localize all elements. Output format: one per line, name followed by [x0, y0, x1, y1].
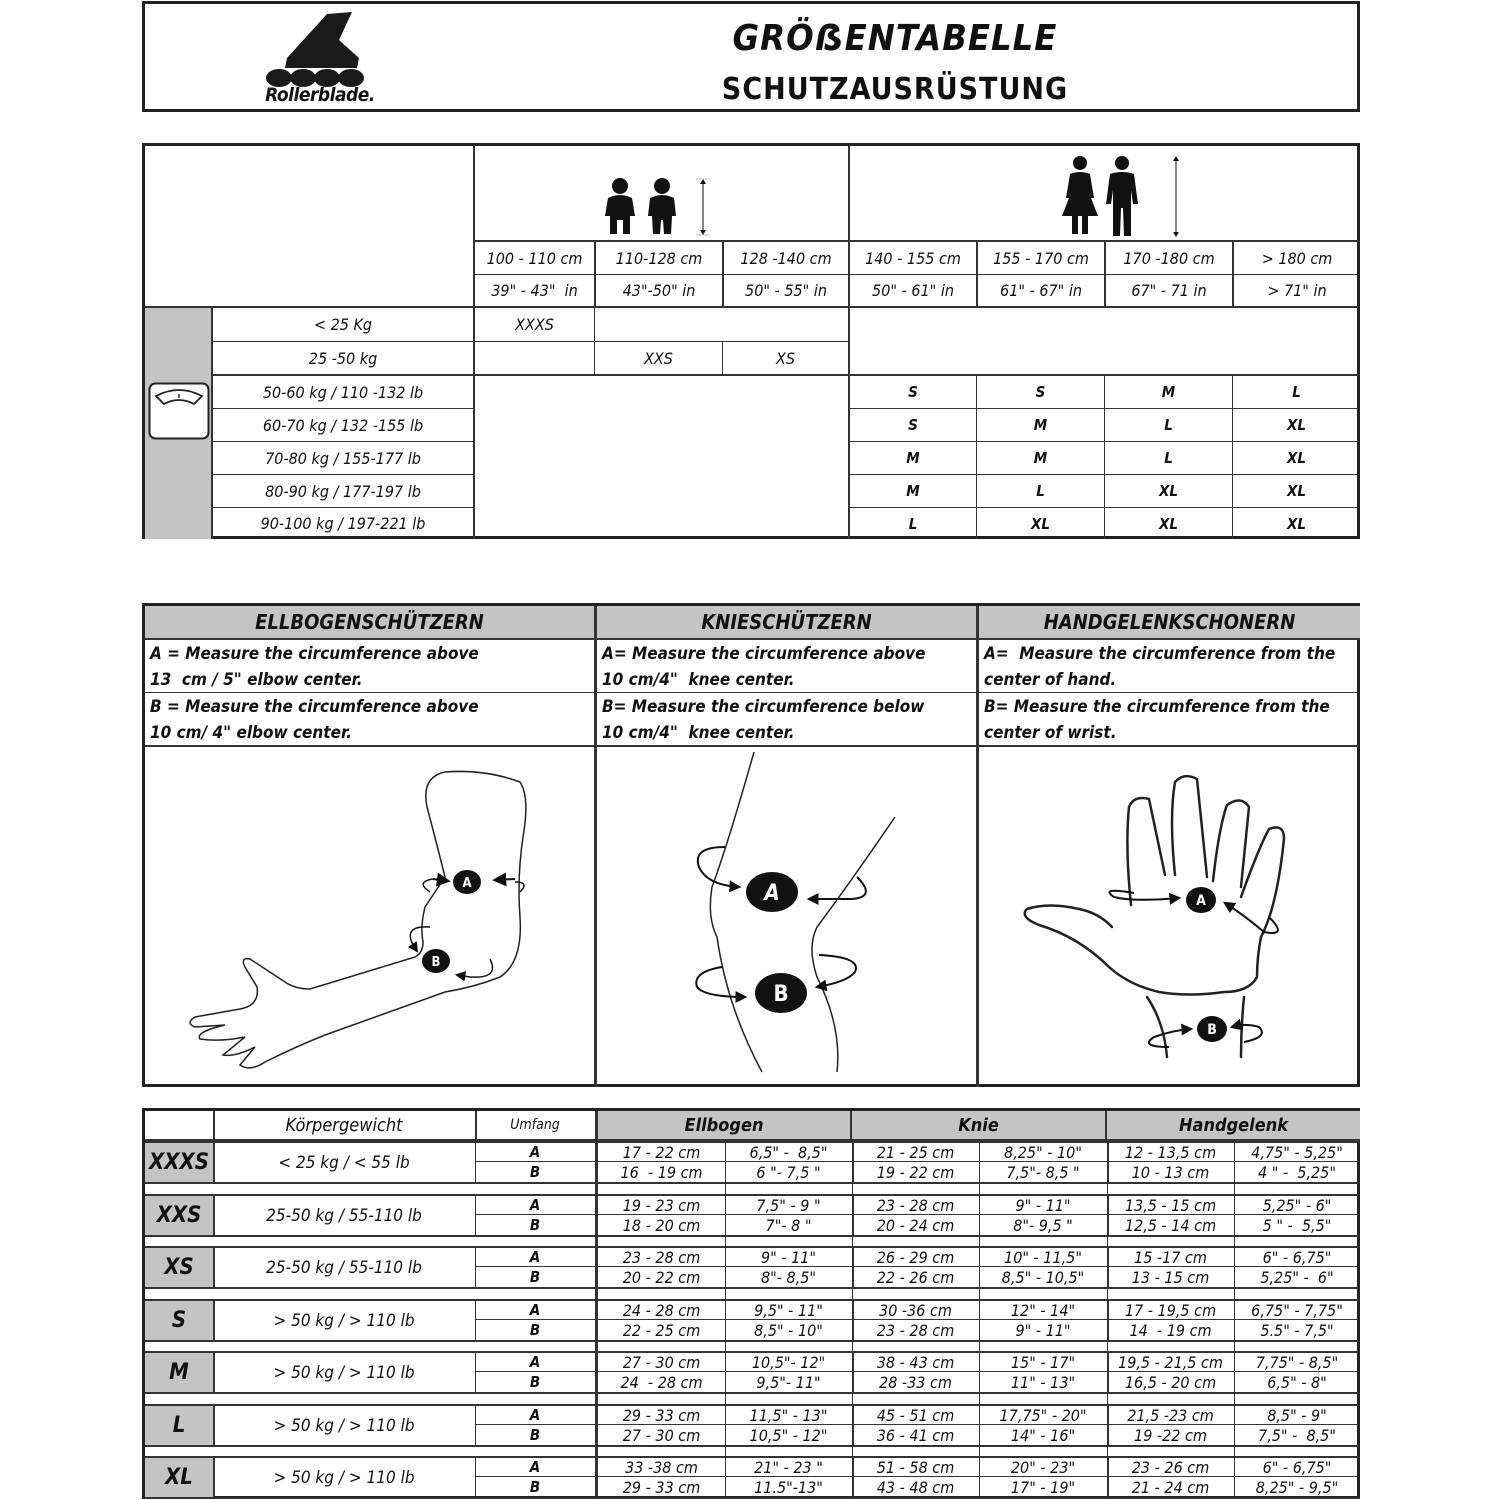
measurement-a-cell: 23 - 28 cm [876, 1195, 955, 1215]
measurement-a-cell: 6,5" - 8,5" [749, 1142, 828, 1162]
measurement-b-cell: 6 "- 7,5 " [756, 1162, 821, 1182]
measurement-b-cell: 17" - 19" [1010, 1477, 1076, 1497]
measurement-b-cell: 12,5 - 14 cm [1124, 1215, 1217, 1235]
wrist-a-line1: A= Measure the circumference from the [984, 644, 1336, 664]
header-knee: Knie [958, 1114, 999, 1136]
adult-size-cell: L [1036, 482, 1045, 500]
measurement-b-cell: 8,5" - 10,5" [1001, 1267, 1085, 1287]
height-in-cell: 50" - 55" in [745, 281, 827, 300]
height-cm-cell: 140 - 155 cm [865, 248, 961, 268]
measurement-b-cell: 43 - 48 cm [876, 1477, 955, 1497]
measurement-a-cell: 8,5" - 9" [1267, 1405, 1327, 1425]
circumference-b-label: B [529, 1478, 541, 1496]
measurement-a-cell: 29 - 33 cm [622, 1405, 701, 1425]
measurement-a-cell: 10,5"- 12" [751, 1352, 826, 1372]
adult-size-cell: S [908, 416, 918, 434]
measurement-b-cell: 22 - 26 cm [876, 1267, 955, 1287]
adult-size-cell: L [908, 514, 918, 533]
size-label: XS [145, 1248, 213, 1287]
section-title-elbow: ELLBOGENSCHÜTZERN [145, 606, 594, 640]
adult-size-cell: XL [1286, 449, 1306, 467]
adult-size-cell: XL [1158, 514, 1178, 533]
weighing-scale-icon [148, 382, 210, 440]
size-xxxs-cell: XXXS [515, 315, 554, 334]
adult-size-cell: L [1164, 416, 1173, 434]
knee-b-line1: B= Measure the circumference below [602, 697, 925, 717]
wrist-instruction-b [979, 694, 1360, 746]
knee-a-line2: 10 cm/4" knee center. [602, 670, 795, 690]
measurement-b-cell: 14" - 16" [1010, 1425, 1076, 1445]
size-xxs-cell: XXS [644, 348, 673, 368]
measurement-a-cell: 24 - 28 cm [622, 1300, 701, 1320]
measurement-b-cell: 7,5"- 8,5 " [1006, 1162, 1080, 1182]
adult-size-cell: XL [1286, 514, 1306, 533]
weight-range-cell: 25 -50 kg [308, 348, 378, 368]
size-label: L [145, 1406, 213, 1445]
measurement-a-cell: 13,5 - 15 cm [1124, 1195, 1217, 1215]
measurement-a-cell: 15 -17 cm [1134, 1247, 1207, 1267]
height-cm-cell: > 180 cm [1261, 248, 1333, 268]
measurement-b-cell: 29 - 33 cm [622, 1477, 701, 1497]
measurement-b-cell: 21 - 24 cm [1131, 1477, 1210, 1497]
circumference-a-label: A [529, 1248, 541, 1266]
measurement-b-cell: 10 - 13 cm [1131, 1162, 1210, 1182]
body-weight-cell: > 50 kg / > 110 lb [273, 1310, 415, 1331]
measurement-b-cell: 7,5" - 8,5" [1258, 1425, 1336, 1445]
wrist-marker-b: B [1207, 1022, 1217, 1038]
size-label: S [145, 1301, 213, 1340]
measurement-a-cell: 10" - 11,5" [1004, 1247, 1082, 1267]
height-in-cell: 67" - 71 in [1131, 281, 1207, 300]
kids-figures-icon [600, 176, 720, 238]
header-elbow: Ellbogen [684, 1114, 764, 1136]
measurement-b-cell: 14 - 19 cm [1129, 1320, 1212, 1340]
measurement-a-cell: 7,5" - 9 " [756, 1195, 821, 1215]
weight-range-cell: 70-80 kg / 155-177 lb [265, 448, 421, 468]
elbow-a-line2: 13 cm / 5" elbow center. [150, 670, 363, 690]
circumference-a-label: A [529, 1196, 541, 1214]
adult-size-cell: XL [1286, 416, 1306, 434]
knee-marker-b: B [773, 982, 789, 1007]
measurement-a-cell: 26 - 29 cm [876, 1247, 955, 1267]
circumference-a-label: A [529, 1143, 541, 1161]
arm-elbow-illustration [145, 747, 594, 1087]
measurement-b-cell: 23 - 28 cm [876, 1320, 955, 1340]
height-in-cell: 61" - 67" in [1000, 281, 1082, 300]
adult-size-cell: S [1035, 383, 1046, 401]
measurement-b-cell: 5 " - 5,5" [1262, 1215, 1332, 1235]
measurement-a-cell: 5,25" - 6" [1262, 1195, 1332, 1215]
adult-size-cell: M [1033, 449, 1048, 467]
weight-range-cell: 60-70 kg / 132 -155 lb [262, 415, 424, 435]
measurement-guide [142, 603, 1360, 1087]
size-label: XL [145, 1458, 213, 1497]
knee-instruction-b [597, 694, 976, 746]
measurement-a-cell: 23 - 26 cm [1131, 1457, 1210, 1477]
measurement-a-cell: 9,5" - 11" [754, 1300, 823, 1320]
body-weight-cell: < 25 kg / < 55 lb [278, 1152, 410, 1173]
measurement-a-cell: 45 - 51 cm [876, 1405, 955, 1425]
measurement-b-cell: 27 - 30 cm [622, 1425, 701, 1445]
measurement-a-cell: 4,75" - 5,25" [1251, 1142, 1343, 1162]
brand-name: Rollerblade. [265, 84, 375, 106]
measurement-b-cell: 36 - 41 cm [876, 1425, 955, 1445]
size-label: M [145, 1353, 213, 1392]
section-title-wrist: HANDGELENKSCHONERN [979, 606, 1360, 640]
measurement-a-cell: 17,75" - 20" [999, 1405, 1087, 1425]
body-weight-cell: > 50 kg / > 110 lb [273, 1467, 415, 1488]
circumference-a-label: A [529, 1353, 541, 1371]
body-weight-cell: > 50 kg / > 110 lb [273, 1362, 415, 1383]
measurement-a-cell: 15" - 17" [1010, 1352, 1076, 1372]
height-in-cell: 50" - 61" in [872, 281, 954, 300]
adult-size-cell: L [1164, 449, 1173, 467]
measurement-b-cell: 13 - 15 cm [1131, 1267, 1210, 1287]
measurement-b-cell: 11.5"-13" [754, 1477, 823, 1497]
hand-wrist-illustration [979, 747, 1360, 1087]
measurement-a-cell: 23 - 28 cm [622, 1247, 701, 1267]
measurement-a-cell: 11,5" - 13" [749, 1405, 828, 1425]
measurement-a-cell: 8,25" - 10" [1004, 1142, 1082, 1162]
height-cm-cell: 110-128 cm [615, 248, 703, 268]
height-cm-cell: 100 - 110 cm [486, 248, 583, 268]
measurement-a-cell: 12" - 14" [1010, 1300, 1076, 1320]
measurement-b-cell: 19 - 22 cm [876, 1162, 955, 1182]
knee-illustration [597, 747, 976, 1087]
measurement-b-cell: 11" - 13" [1010, 1372, 1076, 1392]
knee-marker-a: A [764, 881, 780, 906]
size-matrix-table [142, 143, 1360, 539]
measurement-b-cell: 7"- 8 " [765, 1215, 812, 1235]
measurement-b-cell: 4 " - 5,25" [1258, 1162, 1336, 1182]
circumference-b-label: B [529, 1216, 541, 1234]
measurement-a-cell: 19 - 23 cm [622, 1195, 701, 1215]
measurement-b-cell: 8"- 8,5" [760, 1267, 817, 1287]
wrist-instruction-a [979, 641, 1360, 693]
measurement-b-cell: 20 - 22 cm [622, 1267, 701, 1287]
weight-range-cell: 90-100 kg / 197-221 lb [260, 514, 426, 533]
size-xs-cell: XS [776, 348, 795, 368]
knee-b-line2: 10 cm/4" knee center. [602, 723, 795, 743]
height-in-cell: 39" - 43" in [491, 281, 578, 300]
adult-figures-icon [1060, 154, 1190, 238]
adult-size-cell: M [906, 482, 920, 500]
measurement-b-cell: 19 -22 cm [1134, 1425, 1207, 1445]
measurement-a-cell: 20" - 23" [1010, 1457, 1076, 1477]
measurement-a-cell: 19,5 - 21,5 cm [1118, 1352, 1223, 1372]
measurement-b-cell: 18 - 20 cm [622, 1215, 701, 1235]
measurement-a-cell: 17 - 19,5 cm [1124, 1300, 1217, 1320]
height-cm-cell: 155 - 170 cm [993, 248, 1089, 268]
body-weight-cell: 25-50 kg / 55-110 lb [266, 1257, 422, 1278]
elbow-b-line2: 10 cm/ 4" elbow center. [150, 723, 352, 743]
measurement-b-cell: 24 - 28 cm [620, 1372, 703, 1392]
circumference-b-label: B [529, 1426, 541, 1444]
weight-range-cell: 80-90 kg / 177-197 lb [265, 481, 421, 501]
measurement-a-cell: 9" - 11" [1015, 1195, 1071, 1215]
knee-instruction-a [597, 641, 976, 693]
elbow-marker-b: B [431, 955, 441, 970]
adult-size-cell: S [908, 383, 918, 401]
height-in-cell: 43"-50" in [622, 281, 696, 300]
body-weight-cell: > 50 kg / > 110 lb [273, 1415, 415, 1436]
circumference-a-label: A [529, 1301, 541, 1319]
measurement-b-cell: 9" - 11" [1015, 1320, 1071, 1340]
detail-size-table [142, 1108, 1360, 1499]
measurement-b-cell: 20 - 24 cm [876, 1215, 955, 1235]
circumference-b-label: B [529, 1163, 541, 1181]
section-title-knee: KNIESCHÜTZERN [597, 606, 976, 640]
elbow-a-line1: A = Measure the circumference above [150, 644, 479, 664]
measurement-a-cell: 9" - 11" [760, 1247, 817, 1267]
height-cm-cell: 170 -180 cm [1123, 248, 1215, 268]
wrist-b-line1: B= Measure the circumference from the [984, 697, 1330, 717]
measurement-b-cell: 8,25" - 9,5" [1255, 1477, 1339, 1497]
page-title: GRÖẞENTABELLE [732, 18, 1058, 59]
wrist-a-line2: center of hand. [984, 670, 1117, 690]
knee-a-line1: A= Measure the circumference above [602, 644, 926, 664]
measurement-b-cell: 5,25" - 6" [1260, 1267, 1334, 1287]
adult-size-cell: M [1033, 416, 1048, 434]
elbow-b-line1: B = Measure the circumference above [150, 697, 479, 717]
header-circumference: Umfang [510, 1117, 560, 1133]
page-subtitle: SCHUTZAUSRÜSTUNG [721, 72, 1069, 107]
measurement-a-cell: 17 - 22 cm [622, 1142, 701, 1162]
weight-range-cell: 50-60 kg / 110 -132 lb [262, 382, 424, 402]
measurement-a-cell: 38 - 43 cm [876, 1352, 955, 1372]
adult-size-cell: M [906, 449, 920, 467]
size-label: XXS [145, 1196, 213, 1235]
wrist-b-line2: center of wrist. [984, 723, 1117, 743]
measurement-b-cell: 28 -33 cm [879, 1372, 952, 1392]
adult-size-cell: XL [1030, 514, 1050, 533]
adult-size-cell: XL [1286, 482, 1306, 500]
measurement-a-cell: 12 - 13,5 cm [1124, 1142, 1217, 1162]
height-cm-cell: 128 -140 cm [740, 248, 832, 268]
measurement-a-cell: 21 - 25 cm [876, 1142, 955, 1162]
circumference-a-label: A [529, 1406, 541, 1424]
measurement-a-cell: 7,75" - 8,5" [1255, 1352, 1339, 1372]
header-body-weight: Körpergewicht [285, 1114, 403, 1136]
measurement-b-cell: 16 - 19 cm [620, 1162, 703, 1182]
adult-size-cell: XL [1158, 482, 1178, 500]
adult-size-cell: M [1161, 383, 1176, 401]
measurement-a-cell: 6" - 6,75" [1262, 1457, 1332, 1477]
measurement-a-cell: 21,5 -23 cm [1127, 1405, 1214, 1425]
measurement-a-cell: 33 -38 cm [625, 1457, 698, 1477]
measurement-b-cell: 8,5" - 10" [754, 1320, 823, 1340]
measurement-a-cell: 30 -36 cm [879, 1300, 952, 1320]
weight-range-cell: < 25 Kg [313, 315, 373, 334]
header-banner [142, 1, 1360, 112]
measurement-a-cell: 51 - 58 cm [876, 1457, 955, 1477]
elbow-marker-a: A [462, 876, 472, 891]
measurement-b-cell: 8"- 9,5 " [1013, 1215, 1073, 1235]
measurement-b-cell: 10,5" - 12" [749, 1425, 828, 1445]
circumference-b-label: B [529, 1373, 541, 1391]
hand-marker-a: A [1196, 893, 1206, 909]
adult-size-cell: L [1292, 383, 1301, 401]
measurement-b-cell: 5.5" - 7,5" [1260, 1320, 1334, 1340]
circumference-b-label: B [529, 1268, 541, 1286]
elbow-instruction-a [145, 641, 594, 693]
measurement-b-cell: 22 - 25 cm [622, 1320, 701, 1340]
circumference-a-label: A [529, 1458, 541, 1476]
measurement-b-cell: 16,5 - 20 cm [1124, 1372, 1217, 1392]
measurement-b-cell: 9,5"- 11" [756, 1372, 821, 1392]
rollerblade-logo-icon [257, 8, 387, 88]
size-label: XXXS [145, 1143, 213, 1182]
measurement-a-cell: 27 - 30 cm [622, 1352, 701, 1372]
measurement-a-cell: 21" - 23 " [754, 1457, 823, 1477]
circumference-b-label: B [529, 1321, 541, 1339]
header-wrist: Handgelenk [1178, 1114, 1288, 1136]
elbow-instruction-b [145, 694, 594, 746]
measurement-a-cell: 6" - 6,75" [1262, 1247, 1332, 1267]
height-in-cell: > 71" in [1267, 281, 1327, 300]
body-weight-cell: 25-50 kg / 55-110 lb [266, 1205, 422, 1226]
measurement-b-cell: 6,5" - 8" [1267, 1372, 1327, 1392]
measurement-a-cell: 6,75" - 7,75" [1251, 1300, 1343, 1320]
